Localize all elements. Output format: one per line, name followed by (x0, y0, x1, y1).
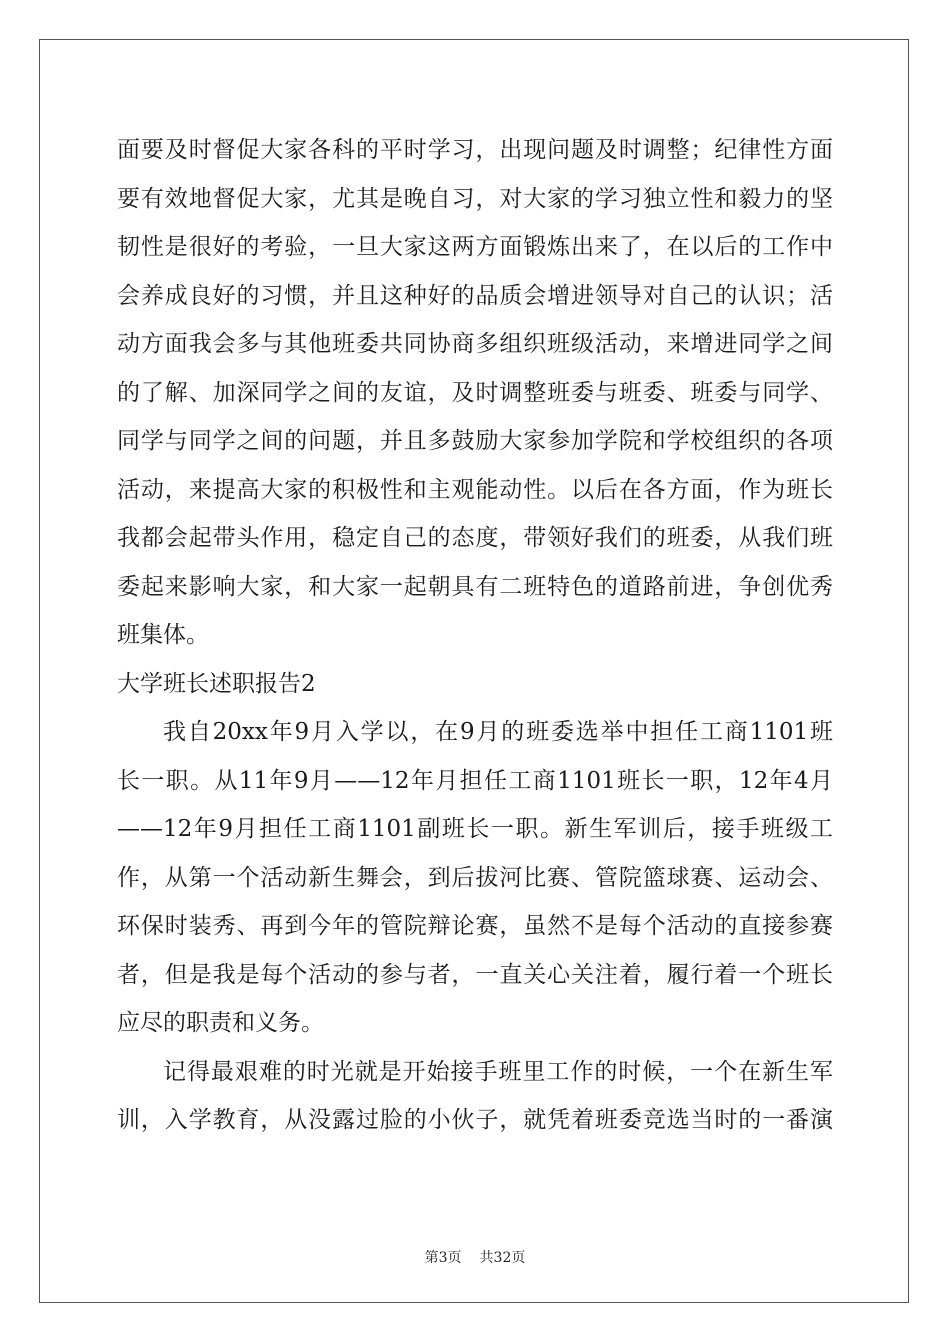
paragraph-line: 动方面我会多与其他班委共同协商多组织班级活动，来增进同学之间 (117, 331, 833, 357)
paragraph-line: 的了解、加深同学之间的友谊，及时调整班委与班委、班委与同学、 (117, 379, 833, 406)
paragraph-line: 应尽的职责和义务。 (117, 1010, 324, 1036)
paragraph-line: 我自20xx年9月入学以，在9月的班委选举中担任工商1101班 (163, 719, 833, 745)
paragraph-line: 面要及时督促大家各科的平时学习，出现问题及时调整；纪律性方面 (117, 137, 833, 163)
section-heading: 大学班长述职报告2 (117, 670, 316, 697)
paragraph-line: 长一职。从11年9月——12年月担任工商1101班长一职，12年4月 (117, 767, 833, 794)
page-total: 共32页 (479, 1250, 526, 1266)
page-number: 第3页 (424, 1250, 462, 1266)
paragraph-line: 会养成良好的习惯，并且这种好的品质会增进领导对自己的认识；活 (117, 282, 833, 309)
page-footer (0, 1248, 950, 1268)
document-body (117, 126, 833, 1145)
paragraph-line: 班集体。 (117, 622, 209, 648)
paragraph-line: 训，入学教育，从没露过脸的小伙子，就凭着班委竞选当时的一番演 (117, 1107, 833, 1133)
paragraph-line: 环保时装秀、再到今年的管院辩论赛，虽然不是每个活动的直接参赛 (117, 913, 833, 939)
paragraph-line: 我都会起带头作用，稳定自己的态度，带领好我们的班委，从我们班 (117, 525, 833, 551)
paragraph-line: ——12年9月担任工商1101副班长一职。新生军训后，接手班级工 (117, 816, 833, 842)
paragraph-line: 韧性是很好的考验，一旦大家这两方面锻炼出来了，在以后的工作中 (117, 234, 833, 260)
paragraph-line: 作，从第一个活动新生舞会，到后拔河比赛、管院篮球赛、运动会、 (117, 864, 833, 891)
paragraph-line: 记得最艰难的时光就是开始接手班里工作的时候，一个在新生军 (163, 1058, 833, 1085)
paragraph-line: 同学与同学之间的问题，并且多鼓励大家参加学院和学校组织的各项 (117, 428, 833, 454)
paragraph-line: 者，但是我是每个活动的参与者，一直关心关注着，履行着一个班长 (117, 961, 833, 988)
paragraph-line: 活动，来提高大家的积极性和主观能动性。以后在各方面，作为班长 (117, 476, 833, 503)
paragraph-line: 委起来影响大家，和大家一起朝具有二班特色的道路前进，争创优秀 (117, 573, 833, 600)
paragraph-line: 要有效地督促大家，尤其是晚自习，对大家的学习独立性和毅力的坚 (117, 185, 833, 212)
